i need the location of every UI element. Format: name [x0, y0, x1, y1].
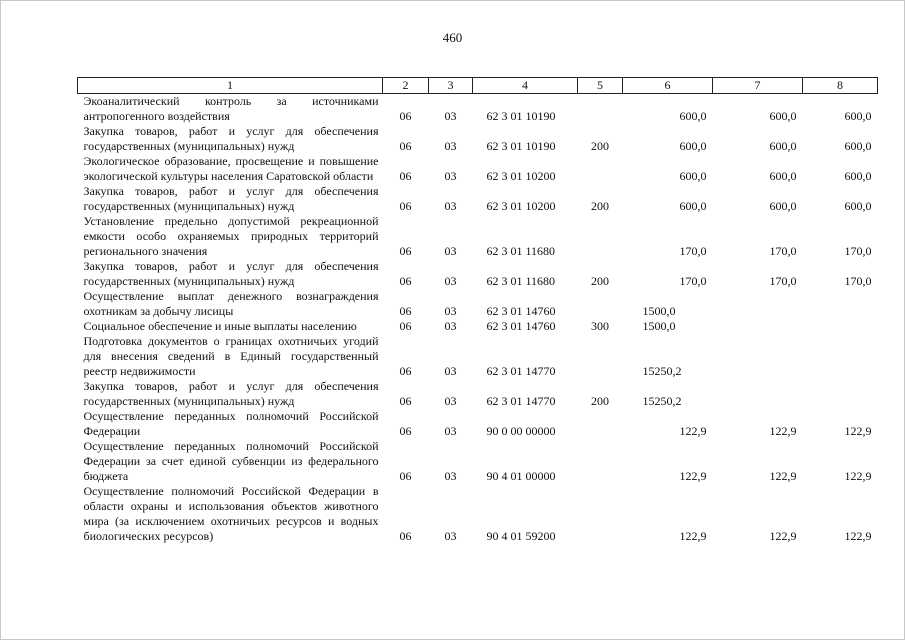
- amount-year-3: 122,9: [844, 529, 872, 543]
- amount-year-1: 122,9: [679, 529, 707, 543]
- amount-year-2: [713, 379, 803, 409]
- expense-type-code: 200: [591, 139, 609, 153]
- amount-year-1: 122,9: [679, 424, 707, 438]
- target-article-code: 90 4 01 59200: [486, 529, 556, 543]
- subsection-code: 03: [444, 469, 457, 483]
- subsection-code: 03: [444, 109, 457, 123]
- amount-year-3: 122,9: [844, 424, 872, 438]
- section-code: 06: [399, 319, 412, 333]
- row-name: Экологическое образование, просвещение и повышение экологической культуры населения Саратовской области: [83, 154, 379, 183]
- subsection-code: 03: [444, 424, 457, 438]
- table-row: [78, 154, 878, 184]
- amount-year-1: 15250,2: [642, 394, 682, 408]
- subsection-code: 03: [444, 199, 457, 213]
- target-article-code: 90 4 01 00000: [486, 469, 556, 483]
- expense-type-code: [578, 94, 623, 125]
- subsection-code: 03: [444, 529, 457, 543]
- target-article-code: 62 3 01 14770: [486, 394, 556, 408]
- column-header-1: 1: [78, 78, 383, 94]
- section-code: 06: [399, 274, 412, 288]
- row-name: Закупка товаров, работ и услуг для обеспечения государственных (муниципальных) нужд: [83, 184, 379, 213]
- amount-year-3: 122,9: [844, 469, 872, 483]
- expense-type-code: [578, 214, 623, 259]
- amount-year-1: 600,0: [679, 199, 707, 213]
- row-name: Закупка товаров, работ и услуг для обеспечения государственных (муниципальных) нужд: [83, 124, 379, 153]
- subsection-code: 03: [444, 274, 457, 288]
- expense-type-code: 200: [591, 394, 609, 408]
- row-name: Закупка товаров, работ и услуг для обеспечения государственных (муниципальных) нужд: [83, 379, 379, 408]
- amount-year-1: 170,0: [679, 244, 707, 258]
- amount-year-2: 122,9: [769, 424, 797, 438]
- amount-year-1: 15250,2: [642, 364, 682, 378]
- amount-year-2: 122,9: [769, 469, 797, 483]
- amount-year-2: 600,0: [769, 109, 797, 123]
- row-name: Осуществление полномочий Российской Федерации в области охраны и использования объектов животного мира (за исключением охотничьих ресурсов и водных биологических ресурсов): [83, 484, 379, 543]
- expense-type-code: [578, 334, 623, 379]
- table-row: [78, 94, 878, 125]
- target-article-code: 62 3 01 14760: [486, 319, 556, 333]
- target-article-code: 62 3 01 14760: [486, 304, 556, 318]
- target-article-code: 62 3 01 11680: [486, 244, 556, 258]
- amount-year-1: 600,0: [679, 109, 707, 123]
- amount-year-1: 170,0: [679, 274, 707, 288]
- column-header-5: 5: [578, 78, 623, 94]
- expense-type-code: 300: [591, 319, 609, 333]
- subsection-code: 03: [444, 244, 457, 258]
- amount-year-2: [713, 289, 803, 319]
- column-header-7: 7: [713, 78, 803, 94]
- amount-year-3: 600,0: [844, 169, 872, 183]
- target-article-code: 62 3 01 10200: [486, 169, 556, 183]
- column-header-8: 8: [803, 78, 878, 94]
- table-row: [78, 409, 878, 439]
- column-header-4: 4: [473, 78, 578, 94]
- subsection-code: 03: [444, 394, 457, 408]
- table-row: [78, 124, 878, 154]
- table-row: [78, 259, 878, 289]
- column-header-3: 3: [429, 78, 473, 94]
- table-row: [78, 214, 878, 259]
- row-name: Закупка товаров, работ и услуг для обеспечения государственных (муниципальных) нужд: [83, 259, 379, 288]
- section-code: 06: [399, 244, 412, 258]
- section-code: 06: [399, 304, 412, 318]
- expense-type-code: [578, 439, 623, 484]
- amount-year-2: 170,0: [769, 274, 797, 288]
- expense-type-code: 200: [591, 199, 609, 213]
- table-row: [78, 439, 878, 484]
- table-header-row: [78, 78, 878, 94]
- row-name: Социальное обеспечение и иные выплаты населению: [83, 319, 357, 333]
- section-code: 06: [399, 529, 412, 543]
- amount-year-3: 170,0: [844, 244, 872, 258]
- target-article-code: 62 3 01 14770: [486, 364, 556, 378]
- expense-type-code: [578, 289, 623, 319]
- section-code: 06: [399, 364, 412, 378]
- row-name: Осуществление переданных полномочий Российской Федерации за счет единой субвенции из федерального бюджета: [83, 439, 379, 483]
- amount-year-2: 600,0: [769, 199, 797, 213]
- section-code: 06: [399, 199, 412, 213]
- expense-type-code: [578, 484, 623, 544]
- amount-year-1: 600,0: [679, 169, 707, 183]
- section-code: 06: [399, 424, 412, 438]
- column-header-2: 2: [383, 78, 429, 94]
- amount-year-3: [803, 319, 878, 334]
- table-row: [78, 379, 878, 409]
- expense-type-code: [578, 154, 623, 184]
- amount-year-2: 122,9: [769, 529, 797, 543]
- amount-year-3: 600,0: [844, 199, 872, 213]
- row-name: Экоаналитический контроль за источниками антропогенного воздействия: [83, 94, 379, 123]
- amount-year-2: 600,0: [769, 139, 797, 153]
- table-row: [78, 334, 878, 379]
- row-name: Осуществление переданных полномочий Российской Федерации: [83, 409, 379, 438]
- section-code: 06: [399, 169, 412, 183]
- amount-year-2: 170,0: [769, 244, 797, 258]
- row-name: Установление предельно допустимой рекреационной емкости особо охраняемых природных территорий регионального значения: [83, 214, 379, 258]
- target-article-code: 62 3 01 10200: [486, 199, 556, 213]
- subsection-code: 03: [444, 319, 457, 333]
- row-name: Осуществление выплат денежного вознаграждения охотникам за добычу лисицы: [83, 289, 379, 318]
- amount-year-3: 170,0: [844, 274, 872, 288]
- section-code: 06: [399, 394, 412, 408]
- target-article-code: 62 3 01 10190: [486, 139, 556, 153]
- amount-year-1: 600,0: [679, 139, 707, 153]
- row-name: Подготовка документов о границах охотничьих угодий для внесения сведений в Единый государственный реестр недвижимости: [83, 334, 379, 378]
- page-number: 460: [442, 30, 463, 45]
- subsection-code: 03: [444, 169, 457, 183]
- section-code: 06: [399, 109, 412, 123]
- subsection-code: 03: [444, 139, 457, 153]
- table-row: [78, 319, 878, 334]
- amount-year-3: [803, 334, 878, 379]
- target-article-code: 90 0 00 00000: [486, 424, 556, 438]
- amount-year-3: [803, 289, 878, 319]
- section-code: 06: [399, 139, 412, 153]
- subsection-code: 03: [444, 304, 457, 318]
- expense-type-code: 200: [591, 274, 609, 288]
- amount-year-1: 122,9: [679, 469, 707, 483]
- budget-table: [77, 77, 878, 544]
- amount-year-3: [803, 379, 878, 409]
- target-article-code: 62 3 01 10190: [486, 109, 556, 123]
- amount-year-3: 600,0: [844, 109, 872, 123]
- amount-year-3: 600,0: [844, 139, 872, 153]
- amount-year-1: 1500,0: [642, 304, 676, 318]
- column-header-6: 6: [623, 78, 713, 94]
- amount-year-2: [713, 334, 803, 379]
- expense-type-code: [578, 409, 623, 439]
- amount-year-2: [713, 319, 803, 334]
- table-row: [78, 289, 878, 319]
- amount-year-2: 600,0: [769, 169, 797, 183]
- table-row: [78, 184, 878, 214]
- target-article-code: 62 3 01 11680: [486, 274, 556, 288]
- subsection-code: 03: [444, 364, 457, 378]
- section-code: 06: [399, 469, 412, 483]
- table-row: [78, 484, 878, 544]
- amount-year-1: 1500,0: [642, 319, 676, 333]
